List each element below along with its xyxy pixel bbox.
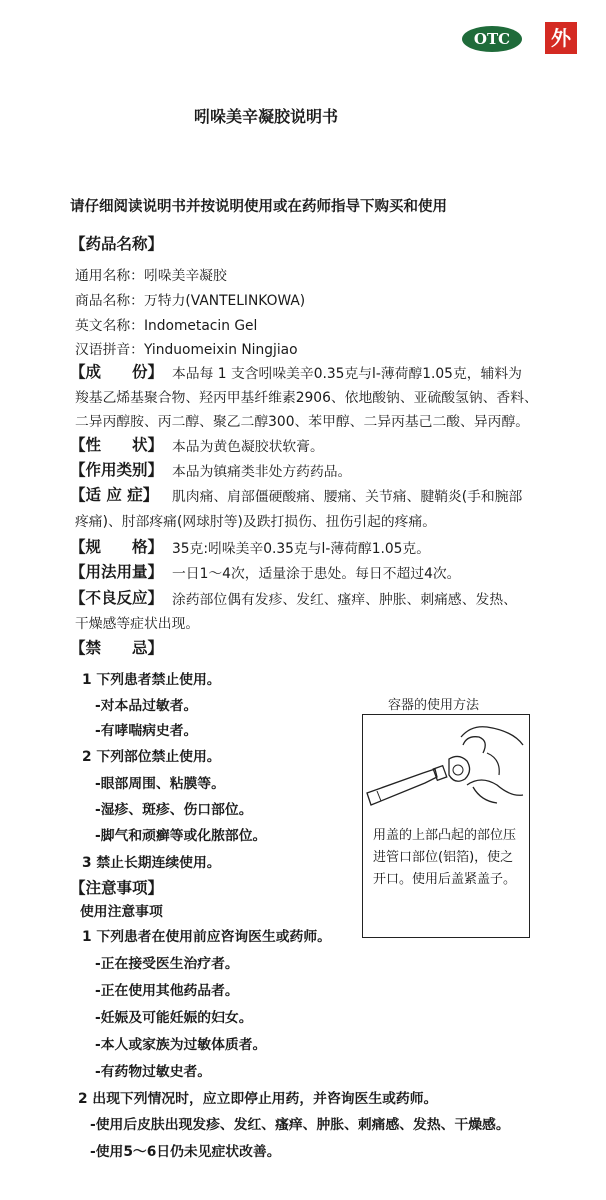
precautions-subheading: 使用注意事项 — [80, 904, 163, 920]
indications-line-1: 肌肉痛、肩部僵硬酸痛、腰痛、关节痛、腱鞘炎(手和腕部 — [172, 489, 523, 505]
composition-heading: 【成 份】 — [70, 363, 164, 381]
precautions-heading: 【注意事项】 — [70, 879, 164, 897]
spec-heading: 【规 格】 — [70, 538, 164, 556]
usage-text: 一日1～4次，适量涂于患处。每日不超过4次。 — [172, 566, 461, 582]
trade-name-value: 万特力(VANTELINKOWA) — [143, 293, 306, 309]
contra-item-2c: -脚气和顽癣等或化脓部位。 — [95, 828, 267, 844]
category-heading: 【作用类别】 — [70, 461, 164, 479]
indications-line-2: 疼痛)、肘部疼痛(网球肘等)及跌打损伤、扭伤引起的疼痛。 — [75, 514, 437, 530]
external-use-badge: 外 — [545, 22, 577, 54]
container-usage-diagram — [362, 714, 530, 938]
tube-and-cap-illustration — [363, 715, 529, 825]
adverse-line-2: 干燥感等症状出现。 — [75, 616, 200, 632]
container-usage-title: 容器的使用方法 — [388, 698, 480, 713]
composition-line-1: 本品每 1 支含吲哚美辛0.35克与l-薄荷醇1.05克，辅料为 — [172, 366, 522, 382]
precaution-item-2a: -使用后皮肤出现发疹、发红、瘙痒、肿胀、刺痛感、发热、干燥感。 — [90, 1117, 510, 1133]
english-name-row — [75, 314, 257, 334]
generic-name-label: 通用名称： — [75, 268, 144, 284]
appearance-text: 本品为黄色凝胶状软膏。 — [172, 439, 324, 455]
precaution-item-1a: -正在接受医生治疗者。 — [95, 956, 239, 972]
trade-name-row — [75, 289, 305, 309]
contra-item-1a: -对本品过敏者。 — [95, 698, 198, 714]
document-title: 吲哚美辛凝胶说明书 — [194, 107, 339, 126]
contra-item-2a: -眼部周围、粘膜等。 — [95, 776, 225, 792]
container-usage-caption: 用盖的上部凸起的部位压进管口部位(铝箔)，使之开口。使用后盖紧盖子。 — [373, 828, 517, 887]
english-name-value: Indometacin Gel — [143, 318, 258, 334]
reading-notice: 请仔细阅读说明书并按说明使用或在药师指导下购买和使用 — [70, 199, 447, 215]
precaution-item-1c: -妊娠及可能妊娠的妇女。 — [95, 1010, 253, 1026]
contra-item-2b: -湿疹、斑疹、伤口部位。 — [95, 802, 253, 818]
pinyin-name-row — [75, 338, 298, 358]
spec-text: 35克:吲哚美辛0.35克与l-薄荷醇1.05克。 — [172, 541, 431, 557]
pinyin-name-label: 汉语拼音： — [75, 342, 144, 358]
show-through-texture — [340, 70, 606, 1200]
contra-item-2: 2 下列部位禁止使用。 — [82, 749, 221, 765]
trade-name-label: 商品名称： — [75, 293, 144, 309]
precaution-item-1: 1 下列患者在使用前应咨询医生或药师。 — [82, 929, 331, 945]
generic-name-row — [75, 264, 227, 284]
contra-item-1: 1 下列患者禁止使用。 — [82, 672, 221, 688]
category-text: 本品为镇痛类非处方药药品。 — [172, 464, 352, 480]
pinyin-name-value: Yinduomeixin Ningjiao — [143, 342, 298, 358]
appearance-heading: 【性 状】 — [70, 436, 164, 454]
english-name-label: 英文名称： — [75, 318, 144, 334]
precaution-item-2b: -使用5～6日仍未见症状改善。 — [90, 1144, 281, 1160]
drug-name-heading: 【药品名称】 — [70, 235, 164, 253]
precaution-item-2: 2 出现下列情况时，应立即停止用药，并咨询医生或药师。 — [78, 1091, 438, 1107]
precaution-item-1b: -正在使用其他药品者。 — [95, 983, 239, 999]
composition-line-3: 二异丙醇胺、丙二醇、聚乙二醇300、苯甲醇、二异丙基己二酸、异丙醇。 — [75, 414, 530, 430]
usage-heading: 【用法用量】 — [70, 563, 164, 581]
contraindications-heading: 【禁 忌】 — [70, 639, 164, 657]
generic-name-value: 吲哚美辛凝胶 — [143, 268, 227, 284]
contra-item-3: 3 禁止长期连续使用。 — [82, 855, 221, 871]
indications-heading: 【适 应 症】 — [70, 486, 159, 504]
precaution-item-1d: -本人或家族为过敏体质者。 — [95, 1037, 267, 1053]
precaution-item-1e: -有药物过敏史者。 — [95, 1064, 212, 1080]
contra-item-1b: -有哮喘病史者。 — [95, 723, 198, 739]
adverse-line-1: 涂药部位偶有发疹、发红、瘙痒、肿胀、刺痛感、发热、 — [172, 592, 517, 608]
composition-line-2: 羧基乙烯基聚合物、羟丙甲基纤维素2906、依地酸钠、亚硫酸氢钠、香料、 — [75, 390, 538, 406]
otc-badge: OTC — [462, 26, 522, 52]
adverse-heading: 【不良反应】 — [70, 589, 164, 607]
